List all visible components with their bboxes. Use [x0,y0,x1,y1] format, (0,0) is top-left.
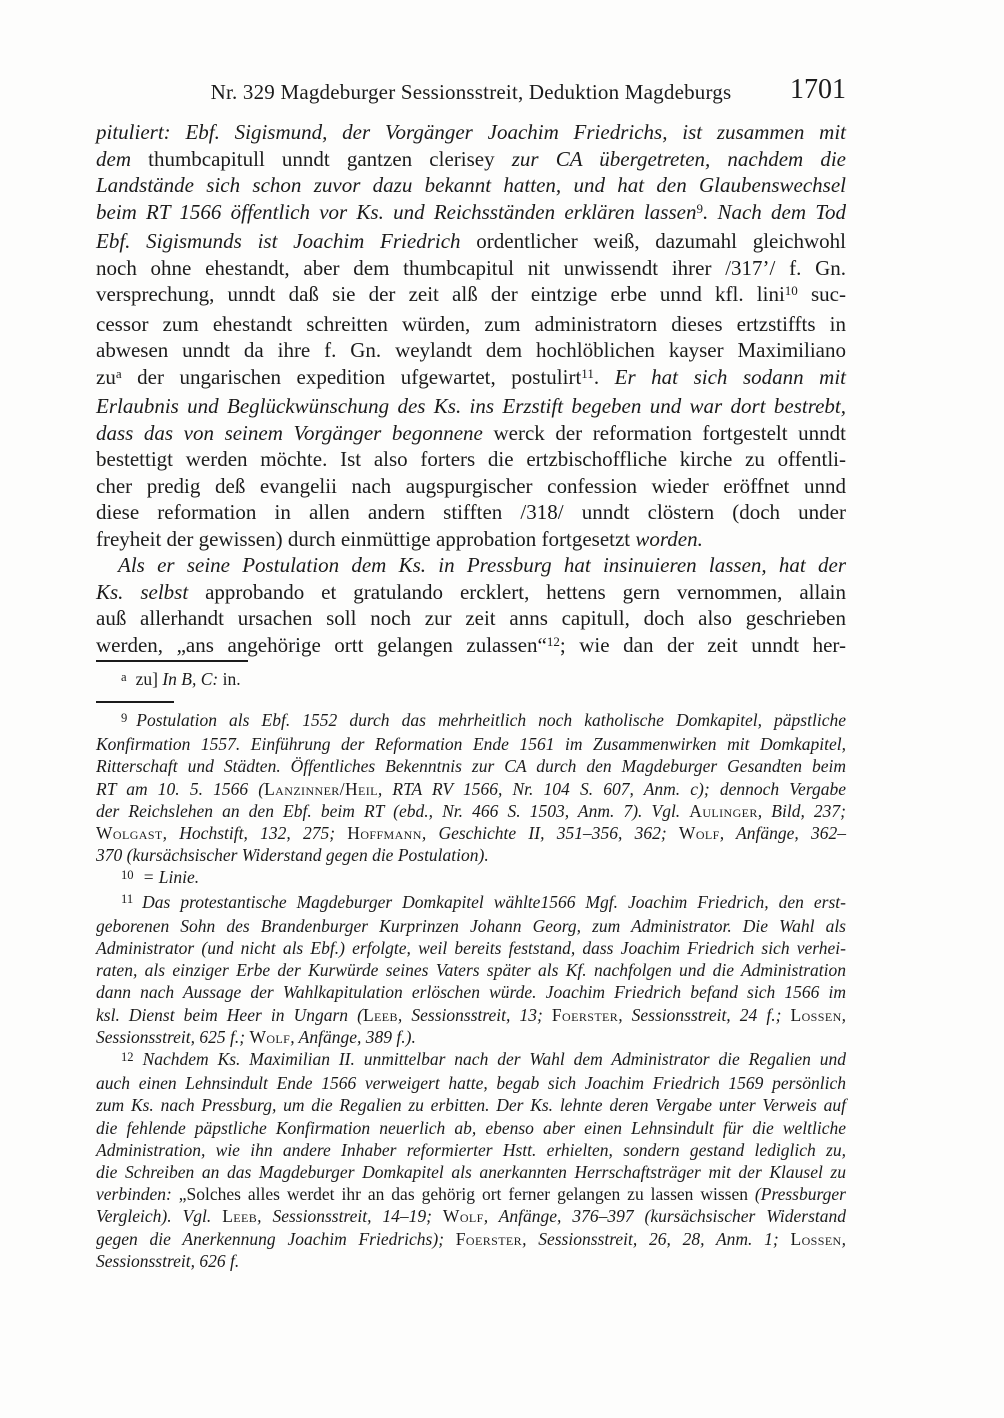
text-run: thumbcapitull unndt gantzen clerisey [148,146,512,171]
text-run: auß allerhandt ursachen soll noch zur zeit anns capitull, doch also geschrieben [96,606,846,630]
text-run: verbinden: [96,1184,179,1205]
text-run: ksl. Dienst beim Heer in Ungarn ( [96,1004,363,1025]
text-run: , RTA RV 1566, Nr. 104 S. 607, Anm. c); dennoch Vergabe [377,778,847,799]
text-run: , Bild, 237; [757,800,846,821]
text-line [96,255,846,282]
footnote-marker: a [121,669,127,684]
text-line [96,844,846,866]
text-run: Ritterschaft und Städten. Öffentliches Bekenntnis zur CA durch den Magdeburger Gesandten beim [96,756,846,777]
text-line [96,499,846,526]
text-line [96,822,846,844]
text-run: , Anfänge, 389 f.). [290,1026,416,1047]
text-run: Administration, wie ihn andere Inhaber reformierter Hstt. erhielten, sondern gestand lediglich zu, [96,1139,846,1160]
footnote-marker: 11 [121,892,134,907]
text-run: , Anfänge, 376–397 (kursächsischer Widerstand [483,1206,846,1227]
text-line [96,1004,846,1026]
text-run: gegen die Anerkennung Joachim Friedrichs); [96,1228,456,1249]
footnote-marker: 12 [121,1049,134,1064]
text-run: auch einen Lehnsindult Ende 1566 verweigert hatte, begab sich Joachim Friedrich 1569 persönlich [96,1073,846,1094]
footnote-marker: 9 [121,710,128,725]
text-line [96,364,846,394]
text-run: ordentlicher weiß, dazumahl gleichwohl [476,229,846,253]
text-line [96,668,846,692]
text-line [96,119,846,146]
text-run: Wolf [442,1206,484,1227]
text-run: ; wie dan der zeit unndt her- [559,632,846,657]
text-run: worden. [635,526,703,551]
text-run: dem [96,146,149,171]
text-run: Aulinger [689,800,758,821]
superscript-reference: 11 [581,365,594,381]
text-line [96,579,846,606]
text-line [96,605,846,632]
text-run: cessor zum ehestandt schreitten würden, zum administratorn dieses ertzstiffts in [96,311,846,336]
text-run: , Geschichte II, 351–356, 362; [421,823,679,844]
text-line [96,1183,846,1205]
text-run: Sessionsstreit, 626 f. [96,1250,240,1271]
text-run: der Reichslehen an den Ebf. beim RT (ebd., Nr. 466 S. 1503, Anm. 7). Vgl. [96,800,690,821]
text-run: Ks. selbst [96,579,206,604]
footnote-separator-line [96,701,174,703]
text-run: cher predig deß evangelii nach augspurgischer confession wieder eröffnet unnd [96,473,846,498]
text-line [96,311,846,338]
text-run: bestettigt werden möchte. Ist also forters die ertzbischoffliche kirche zu offentli- [96,447,846,471]
text-run: Erlaubnis und Beglückwünschung des Ks. ins Erzstift begeben und war dort bestrebt, [96,394,846,418]
text-line [96,891,846,915]
text-run: zur CA übergetreten, nachdem die [511,146,846,171]
text-line [96,199,846,229]
text-line [96,632,846,662]
text-run: , Sessionsstreit, 13; [397,1004,552,1025]
footnote-10 [96,866,846,890]
text-run: beim RT 1566 öffentlich vor Ks. und Reichsständen erklären lassen [96,199,697,224]
text-line [96,228,846,255]
text-run: Leeb [362,1004,398,1025]
text-line [96,1228,846,1250]
text-run: Lossen [790,1228,842,1249]
text-run: werden, „ans angehörige ortt gelangen zulassen“ [96,632,547,657]
text-line [96,281,846,311]
text-run: Postulation als Ebf. 1552 durch das mehrheitlich noch katholische Domkapitel, päpstliche [136,710,846,730]
text-run: , Anfänge, 362– [719,823,846,844]
text-line [96,1250,846,1272]
footnote-11 [96,891,846,1048]
text-run: zu] [135,669,163,689]
text-run: abwesen unndt da ihre f. Gn. weylandt dem hochlöblichen kayser Maximiliano [96,338,846,362]
text-run: suc- [797,282,846,306]
text-run: RT am 10. 5. 1566 ( [96,778,265,799]
text-run: Nachdem Ks. Maximilian II. unmittelbar nach der Wahl dem Administrator die Regalien und [142,1049,846,1070]
text-run: pituliert: Ebf. Sigismund, der Vorgänger Joachim Friedrichs, ist zusammen mit [96,120,846,144]
text-run: , Sessionsstreit, 14–19; [257,1206,443,1227]
text-run: zum Ks. nach Pressburg, um die Regalien zu erbitten. Der Ks. lehnte deren Vergabe unter Verweis auf [96,1095,846,1116]
superscript-reference: 9 [696,200,703,216]
text-line [96,733,846,755]
footnotes-section [96,709,846,1272]
text-run: Konfirmation 1557. Einführung der Reformation Ende 1561 im Zusammenwirken mit Domkapitel, [96,734,846,755]
text-line [96,1048,846,1072]
text-line [96,981,846,1003]
text-run: Ebf. Sigismunds ist Joachim Friedrich [96,229,477,253]
text-line [96,172,846,199]
text-run: dass das von seinem Vorgänger begonnene [96,420,494,445]
text-run: Lanzinner/Heil [264,778,378,799]
text-run: noch ohne ehestandt, aber dem thumbcapitul nit unwissendt ihrer /317’/ f. Gn. [96,255,846,280]
text-run: die Schreiben an das Magdeburger Domkapitel als anerkannten Herrschaftsträger mit der Klausel zu [96,1162,846,1183]
text-line [96,1072,846,1094]
text-run: die fehlende päpstliche Konfirmation neuerlich ab, ebenso aber einen Lehnsindult für die weltliche [96,1117,846,1138]
text-line [96,420,846,447]
text-run: , [841,1228,846,1249]
text-run: zu [96,364,116,389]
text-run: approbando et gratulando ercklert, hettens gern vernommen, allain [205,579,846,604]
text-run: diese reformation in allen andern stifften /318/ unndt clöstern (doch under [96,500,846,524]
text-line [96,1205,846,1227]
text-line [96,937,846,959]
text-run: . Nach dem Tod [702,199,846,224]
text-line [96,1161,846,1183]
text-line [96,1117,846,1139]
text-run: . [593,364,615,389]
text-line [96,393,846,420]
text-line [96,526,846,553]
running-title: Nr. 329 Magdeburger Sessionsstreit, Deduktion Magdeburgs [210,80,732,104]
footnote-9 [96,709,846,866]
text-line [96,800,846,822]
text-run: = Linie. [142,867,200,888]
text-run: Vergleich). Vgl. [96,1206,223,1227]
superscript-reference: 10 [784,283,798,299]
text-run: In B, C: [162,669,219,689]
page-number: 1701 [790,74,846,105]
text-run: , Sessionsstreit, 26, 28, Anm. 1; [522,1228,791,1249]
main-text-block [96,119,846,661]
text-run: Er hat sich sodann mit [614,364,846,389]
text-run: werck der reformation fortgestelt unndt [493,420,846,445]
text-line [96,146,846,173]
text-run: 370 (kursächsischer Widerstand gegen die Postulation). [96,845,489,866]
text-run: Landstände sich schon zuvor dazu bekannt hatten, und hat den Glaubenswechsel [96,173,846,197]
text-run: Administrator (und nicht als Ebf.) erfolgte, weil bereits feststand, dass Joachim Friedrich sich verhei- [96,938,846,959]
text-line [96,1026,846,1048]
text-run: Als er seine Postulation dem Ks. in Pressburg hat insinuieren lassen, hat der [118,553,846,577]
text-line [96,915,846,937]
text-line [96,709,846,733]
text-run: „Solches alles werdet ihr an das gehörig ort ferner gelangen zu lassen wissen [178,1184,755,1205]
text-run: in. [218,669,241,689]
text-run: Lossen [790,1004,842,1025]
superscript-reference: a [115,365,122,381]
text-run: Wolgast [96,823,163,844]
text-line [96,755,846,777]
superscript-reference: 12 [546,633,560,649]
text-line [96,473,846,500]
text-run: der ungarischen expedition ufgewartet, postulirt [121,364,582,389]
footnote-marker: 10 [121,868,134,883]
text-line [96,446,846,473]
text-run: Sessionsstreit, 625 f.; [96,1026,250,1047]
text-run: freyheit der gewissen) durch einmüttige approbation fortgesetzt [96,526,636,551]
text-line [96,866,846,890]
text-run: Hoffmann [347,823,422,844]
text-run: Foerster [551,1004,619,1025]
text-line [96,1094,846,1116]
text-run: geborenen Sohn des Brandenburger Kurprinzen Johann Georg, zum Administrator. Die Wahl als [96,915,846,936]
text-critical-note [96,668,846,692]
text-line [96,552,846,579]
text-run: Leeb [222,1206,258,1227]
text-run: dann nach Aussage der Wahlkapitulation erlöschen würde. Joachim Friedrich befand sich 1566 im [96,982,846,1003]
apparatus-separator-line [96,660,248,662]
text-run: versprechung, unndt daß sie der zeit alß der eintzige erbe unnd kfl. lini [96,282,785,306]
text-line [96,778,846,800]
text-run: , Hochstift, 132, 275; [162,823,348,844]
text-run: Wolf [249,1026,291,1047]
footnote-12 [96,1048,846,1272]
text-line [96,959,846,981]
text-line [96,337,846,364]
text-run: Wolf [678,823,720,844]
text-run: , Sessionsstreit, 24 f.; [618,1004,791,1025]
text-run: (Pressburger [754,1184,846,1205]
text-run: , [841,1004,847,1025]
text-run: Foerster [455,1228,523,1249]
text-run: raten, als einziger Erbe der Kurwürde seines Vaters später als Kf. nachfolgen und die Administration [96,960,846,981]
running-header [96,74,846,112]
text-line [96,1139,846,1161]
text-run: Das protestantische Magdeburger Domkapitel wählte1566 Mgf. Joachim Friedrich, den erst- [142,891,846,912]
